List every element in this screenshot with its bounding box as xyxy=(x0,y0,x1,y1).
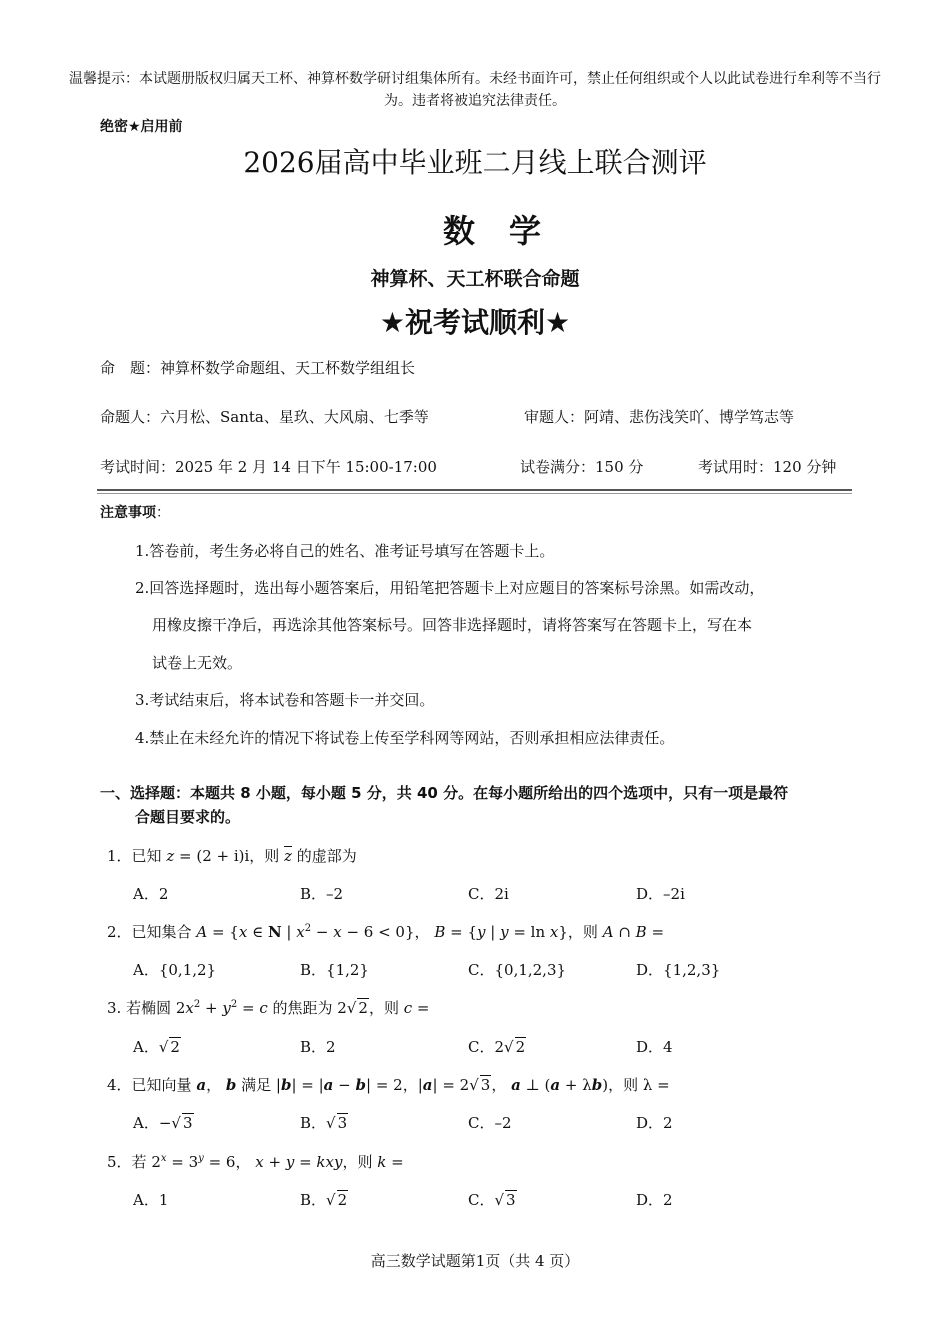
math-exponent: x xyxy=(160,1153,167,1164)
option-b xyxy=(300,1112,348,1133)
math-expr: = ln xyxy=(508,923,550,941)
math-expr: = xyxy=(237,999,260,1017)
math-expr: = xyxy=(646,923,665,941)
option-b: B．2 xyxy=(300,1038,336,1056)
question-number: 5． xyxy=(107,1153,132,1171)
option-d: D．{1,2,3} xyxy=(636,961,721,979)
sqrt-sign: √ xyxy=(469,1076,479,1094)
question-text: 已知集合 xyxy=(131,923,197,941)
question-text: ， xyxy=(491,1076,507,1094)
subject-title: 数学 xyxy=(442,212,575,250)
math-expr: + xyxy=(200,999,223,1017)
good-luck-banner: ★祝考试顺利★ xyxy=(379,306,571,339)
option-b: B．–2 xyxy=(300,885,344,903)
vector-var: a xyxy=(550,1076,561,1094)
math-expr: − xyxy=(333,1076,356,1094)
option-d: D．2 xyxy=(636,1191,673,1209)
organizers: 神算杯、天工杯联合命题 xyxy=(370,268,580,290)
vector-var: b xyxy=(591,1076,603,1094)
question-number: 4． xyxy=(107,1076,132,1094)
math-expr: = { xyxy=(445,923,477,941)
math-var-conjugate: $\overline{z}$ xyxy=(284,847,292,865)
option-a xyxy=(133,1112,194,1133)
question-text: ，则 xyxy=(342,1153,378,1171)
option-c xyxy=(468,1036,526,1057)
section-heading-continued: 合题目要求的。 xyxy=(135,808,241,826)
vector-var: a xyxy=(422,1076,433,1094)
notes-heading-text: 注意事项 xyxy=(100,505,156,521)
question-text: 的焦距为 2 xyxy=(267,999,347,1017)
question-text: 已知向量 xyxy=(131,1076,197,1094)
math-exponent: 2 xyxy=(193,999,201,1010)
question-text: 已知 xyxy=(131,847,167,865)
note-item: 3.考试结束后，将本试卷和答题卡一并交回。 xyxy=(135,691,435,709)
question-text: ， xyxy=(414,923,430,941)
note-item-continued: 试卷上无效。 xyxy=(152,654,243,672)
math-var: x xyxy=(255,1153,264,1171)
sqrt-radicand: 2 xyxy=(170,1038,180,1056)
math-var: B xyxy=(635,923,647,941)
math-var: x xyxy=(238,923,248,941)
vector-var: b xyxy=(225,1076,237,1094)
math-var: y xyxy=(477,923,486,941)
sqrt-radicand: 2 xyxy=(337,1191,348,1209)
math-expr: 满足 | xyxy=(236,1076,281,1094)
math-expr: } xyxy=(558,923,568,941)
question-text: ，则 xyxy=(249,847,285,865)
divider-line-thin xyxy=(97,493,852,494)
sqrt-radicand: 3 xyxy=(182,1114,193,1132)
question-1 xyxy=(107,845,357,866)
question-number: 2． xyxy=(107,923,132,941)
notes-heading xyxy=(100,502,170,522)
math-var: c xyxy=(259,999,268,1017)
math-var: c xyxy=(403,999,413,1017)
sqrt-radicand: 3 xyxy=(480,1076,491,1094)
math-expr: | xyxy=(281,923,297,941)
math-exponent: 2 xyxy=(230,999,238,1010)
option-c: C．{0,1,2,3} xyxy=(468,961,567,979)
math-var: x xyxy=(185,999,194,1017)
math-expr: = xyxy=(386,1153,404,1171)
confidential-label: 绝密★启用前 xyxy=(100,119,183,135)
math-var: z xyxy=(166,847,175,865)
option-b: B．{1,2} xyxy=(300,961,369,979)
sqrt-sign: √ xyxy=(158,1038,169,1056)
option-label: C． xyxy=(468,1191,495,1209)
sqrt-sign: √ xyxy=(504,1038,514,1056)
math-expr: ∩ xyxy=(613,923,636,941)
sqrt-sign: √ xyxy=(494,1191,505,1209)
sqrt-radicand: 3 xyxy=(337,1114,348,1132)
math-expr: | = | xyxy=(291,1076,324,1094)
question-number: 3. xyxy=(107,999,122,1017)
option-label: B． xyxy=(300,1114,327,1132)
note-item: 4.禁止在未经允许的情况下将试卷上传至学科网等网站，否则承担相应法律责任。 xyxy=(135,729,675,747)
sqrt-sign: √ xyxy=(171,1114,181,1132)
option-d: D．4 xyxy=(636,1038,673,1056)
math-var: k xyxy=(377,1153,387,1171)
option-a: A．2 xyxy=(133,885,169,903)
math-var: A xyxy=(602,923,614,941)
exam-duration: 考试用时：120 分钟 xyxy=(698,458,837,476)
sqrt-sign: √ xyxy=(346,999,357,1017)
math-expr: | = 2，| xyxy=(366,1076,423,1094)
proposer-team: 命 题：神算杯数学命题组、天工杯数学组组长 xyxy=(100,359,416,377)
vector-var: a xyxy=(511,1076,521,1094)
option-a: A．1 xyxy=(133,1191,169,1209)
math-var: A xyxy=(196,923,208,941)
notes-heading-colon: ： xyxy=(156,505,170,521)
exam-time: 考试时间：2025 年 2 月 14 日下午 15:00-17:00 xyxy=(100,458,437,476)
question-5 xyxy=(107,1151,404,1172)
option-label: A．− xyxy=(133,1114,172,1132)
vector-var: a xyxy=(323,1076,334,1094)
option-c xyxy=(468,1189,517,1210)
copyright-notice: 温馨提示：本试题册版权归属天工杯、神算杯数学研讨组集体所有。未经书面许可，禁止任何组织或个人以此试卷进行牟利等不当行为。违者将被追究法律责任。 xyxy=(69,71,881,109)
question-text: 的虚部为 xyxy=(291,847,357,865)
math-expr: + xyxy=(263,1153,286,1171)
math-expr: = 3 xyxy=(166,1153,199,1171)
full-score: 试卷满分：150 分 xyxy=(520,458,644,476)
section-heading: 一、选择题：本题共 8 小题，每小题 5 分，共 40 分。在每小题所给出的四个选项中，只有一项是最符 xyxy=(100,784,789,802)
math-exponent: 2 xyxy=(304,923,312,934)
math-expr: )，则 λ = xyxy=(602,1076,670,1094)
note-item-continued: 用橡皮擦干净后，再选涂其他答案标号。回答非选择题时，请将答案写在答题卡上，写在本 xyxy=(152,616,753,634)
math-expr: = 6， xyxy=(203,1153,251,1171)
math-expr: − 6 < 0} xyxy=(341,923,415,941)
math-set-n: N xyxy=(267,923,282,941)
question-text: ，则 xyxy=(567,923,603,941)
option-label: B． xyxy=(300,1191,327,1209)
question-number: 1． xyxy=(107,847,132,865)
math-expr: ∈ xyxy=(247,923,268,941)
math-expr: | xyxy=(485,923,501,941)
reviewers: 审题人：阿靖、悲伤浅笑吖、博学笃志等 xyxy=(524,408,795,426)
sqrt-radicand: 2 xyxy=(358,999,368,1017)
question-4 xyxy=(107,1074,670,1095)
math-expr: = xyxy=(294,1153,317,1171)
option-c: C．2i xyxy=(468,885,509,903)
math-exponent: y xyxy=(198,1153,204,1164)
note-item: 1.答卷前，考生务必将自己的姓名、准考证号填写在答题卡上。 xyxy=(135,542,555,560)
note-item: 2.回答选择题时，选出每小题答案后，用铅笔把答题卡上对应题目的答案标号涂黑。如需改动， xyxy=(135,579,765,597)
option-b xyxy=(300,1189,348,1210)
sqrt-radicand: 3 xyxy=(506,1191,516,1209)
math-expr: − xyxy=(311,923,334,941)
math-expr: ⊥ ( xyxy=(520,1076,551,1094)
vector-var: b xyxy=(355,1076,367,1094)
question-text: ， xyxy=(206,1076,222,1094)
math-var: y xyxy=(285,1153,295,1171)
vector-var: a xyxy=(196,1076,207,1094)
option-a: A．{0,1,2} xyxy=(133,961,217,979)
sqrt-radicand: 2 xyxy=(515,1038,526,1056)
math-var: kxy xyxy=(316,1153,343,1171)
option-a xyxy=(133,1036,181,1057)
question-text: ，则 xyxy=(368,999,404,1017)
sqrt-sign: √ xyxy=(326,1114,336,1132)
divider-line xyxy=(97,489,852,491)
math-var: y xyxy=(500,923,509,941)
math-var: y xyxy=(222,999,231,1017)
exam-title: 2026届高中毕业班二月线上联合测评 xyxy=(243,146,707,179)
option-d: D．–2i xyxy=(636,885,685,903)
question-text: 若椭圆 2 xyxy=(126,999,186,1017)
page-footer: 高三数学试题第1页（共 4 页） xyxy=(370,1252,580,1270)
question-3 xyxy=(107,997,429,1018)
question-text: 若 2 xyxy=(131,1153,161,1171)
question-2 xyxy=(107,921,664,942)
math-var: x xyxy=(549,923,559,941)
math-var: x xyxy=(333,923,342,941)
option-c: C．–2 xyxy=(468,1114,512,1132)
math-expr: + λ xyxy=(560,1076,592,1094)
math-expr: = xyxy=(412,999,430,1017)
option-d: D．2 xyxy=(636,1114,673,1132)
math-var: B xyxy=(434,923,446,941)
sqrt-sign: √ xyxy=(326,1191,336,1209)
option-label: A． xyxy=(133,1038,159,1056)
math-expr: = (2 + i)i xyxy=(174,847,250,865)
math-expr: | = 2 xyxy=(432,1076,470,1094)
math-var: x xyxy=(296,923,305,941)
vector-var: b xyxy=(280,1076,292,1094)
option-label: C．2 xyxy=(468,1038,505,1056)
authors: 命题人：六月松、Santa、星玖、大风扇、七季等 xyxy=(100,408,429,426)
math-expr: = { xyxy=(207,923,239,941)
